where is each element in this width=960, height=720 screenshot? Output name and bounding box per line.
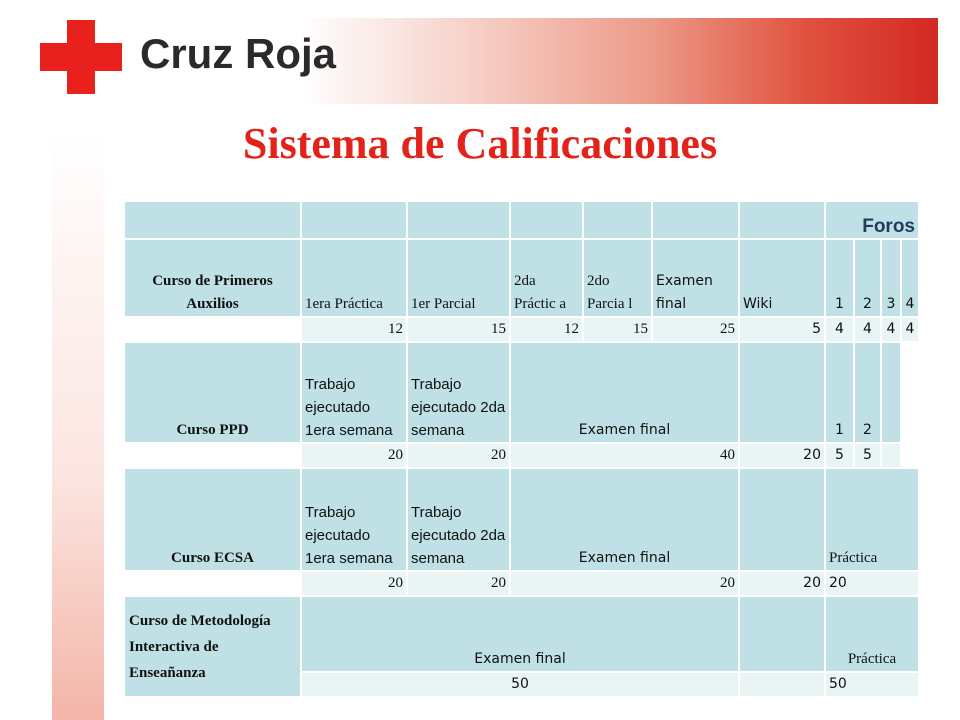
- component-value: 15: [583, 317, 652, 342]
- component-label: 2do Parcia l: [583, 239, 652, 317]
- component-label: Examen final: [301, 596, 739, 672]
- foros-header: Foros: [825, 201, 919, 239]
- component-value: 50: [301, 672, 739, 697]
- component-value: 20: [407, 443, 510, 468]
- component-label: 2da Práctic a: [510, 239, 583, 317]
- component-value: 50: [825, 672, 919, 697]
- table-row: [124, 342, 919, 443]
- component-label: Wiki: [739, 239, 825, 317]
- side-gradient-band: [52, 128, 104, 720]
- foro-value: 5: [854, 443, 881, 468]
- foro-label: 4: [901, 239, 919, 317]
- foro-label: 3: [881, 239, 901, 317]
- component-value: 15: [407, 317, 510, 342]
- component-label: Trabajo ejecutado 2da semana: [407, 468, 510, 571]
- component-value: 12: [510, 317, 583, 342]
- foro-value: 4: [881, 317, 901, 342]
- component-value: 20: [739, 571, 825, 596]
- course-name: Curso de Metodología Interactiva de Enseañanza: [124, 596, 301, 697]
- foro-label: 2: [854, 342, 881, 443]
- brand-name: Cruz Roja: [140, 30, 337, 77]
- table-row: [124, 596, 919, 672]
- table-row: [124, 317, 919, 342]
- course-name: Curso ECSA: [124, 468, 301, 571]
- red-cross-logo-icon: [40, 20, 122, 94]
- page-title: Sistema de Calificaciones: [242, 119, 718, 168]
- table-row: [124, 443, 919, 468]
- foro-label: 2: [854, 239, 881, 317]
- header-gradient-band: [300, 18, 938, 104]
- foro-value: 4: [901, 317, 919, 342]
- foro-label: 1: [825, 239, 854, 317]
- component-label: Examen final: [652, 239, 739, 317]
- component-label: Trabajo ejecutado 1era semana: [301, 342, 407, 443]
- component-value: 20: [510, 571, 739, 596]
- foro-value: 5: [825, 443, 854, 468]
- course-name: Curso de Primeros Auxilios: [124, 239, 301, 317]
- table-row: [124, 239, 919, 317]
- table-row: [124, 571, 919, 596]
- component-label: Examen final: [510, 468, 739, 571]
- component-label: Trabajo ejecutado 1era semana: [301, 468, 407, 571]
- component-label: 1era Práctica: [301, 239, 407, 317]
- component-label: Trabajo ejecutado 2da semana: [407, 342, 510, 443]
- component-value: 20: [739, 443, 825, 468]
- component-value: 40: [510, 443, 739, 468]
- component-value: 20: [407, 571, 510, 596]
- component-label: Práctica: [825, 596, 919, 672]
- component-value: 5: [739, 317, 825, 342]
- component-value: 20: [301, 443, 407, 468]
- component-label: Práctica: [825, 468, 919, 571]
- foro-label: 1: [825, 342, 854, 443]
- component-label: Examen final: [510, 342, 739, 443]
- component-value: 25: [652, 317, 739, 342]
- foro-value: 4: [854, 317, 881, 342]
- component-value: 20: [301, 571, 407, 596]
- course-name: Curso PPD: [124, 342, 301, 443]
- table-header-row: [124, 201, 919, 239]
- component-value: 12: [301, 317, 407, 342]
- grades-table: [123, 200, 920, 698]
- foro-value: 4: [825, 317, 854, 342]
- table-row: [124, 468, 919, 571]
- component-label: 1er Parcial: [407, 239, 510, 317]
- component-value: 20: [825, 571, 919, 596]
